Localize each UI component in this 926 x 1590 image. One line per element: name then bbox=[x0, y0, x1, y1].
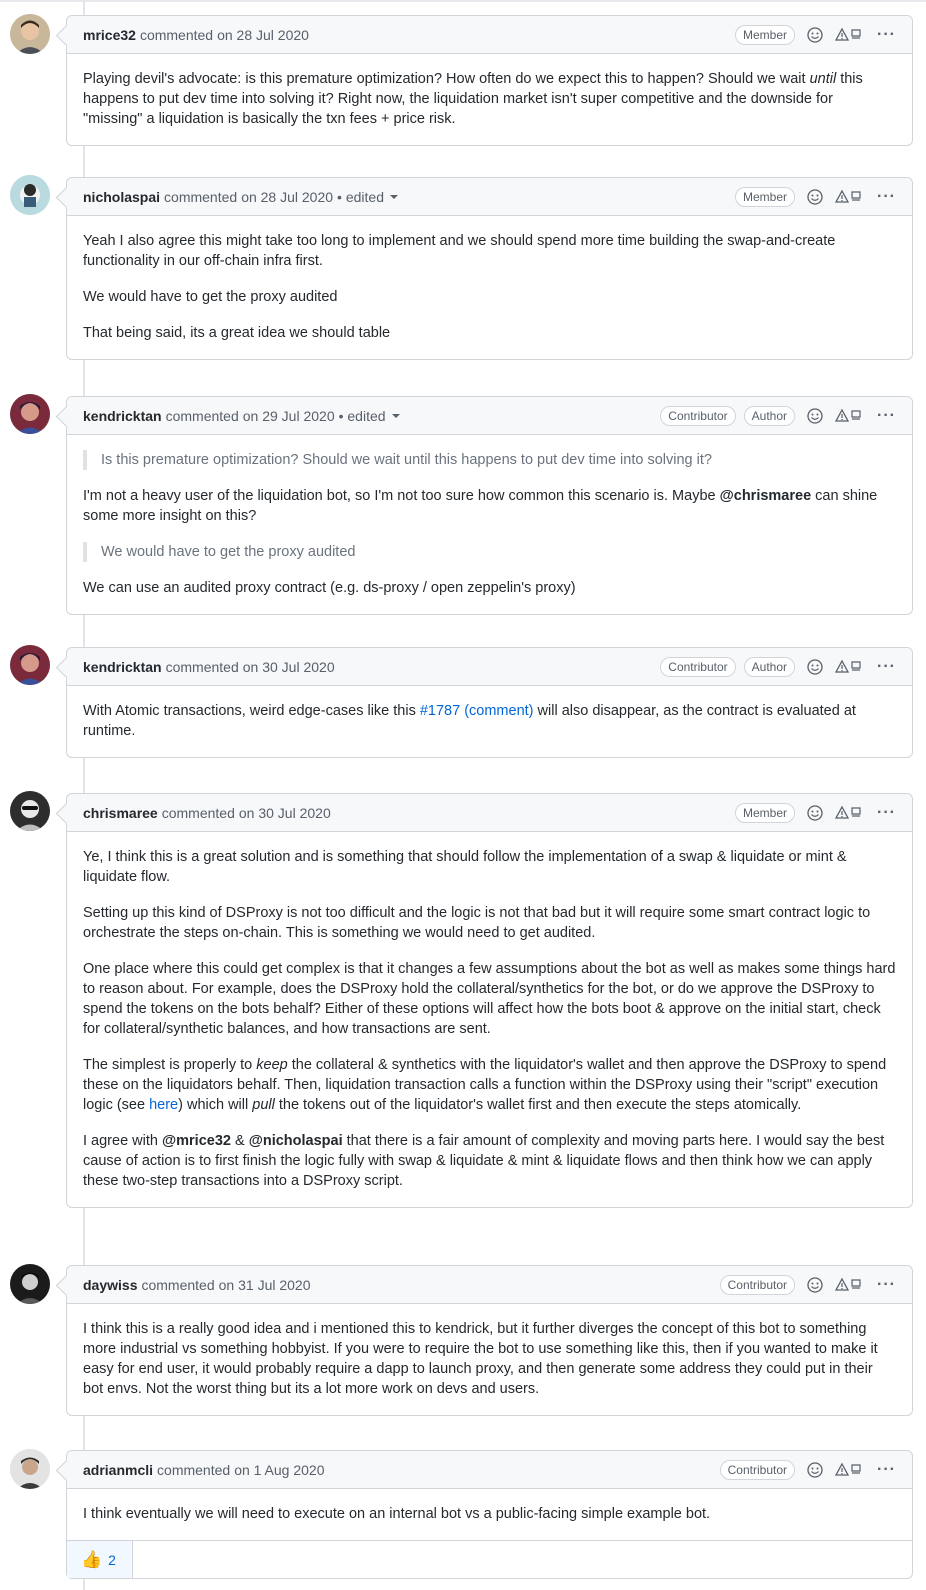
emphasis: until bbox=[809, 71, 837, 87]
role-badge: Member bbox=[735, 25, 795, 45]
avatar[interactable] bbox=[10, 14, 50, 54]
emphasis: pull bbox=[252, 1097, 275, 1113]
comment-header bbox=[67, 1451, 912, 1489]
edited-dropdown[interactable]: • edited bbox=[338, 407, 386, 424]
comment-paragraph bbox=[83, 486, 896, 526]
triage-icon[interactable] bbox=[835, 1462, 863, 1478]
text: & bbox=[230, 1133, 249, 1149]
comment bbox=[66, 793, 913, 1208]
role-badge: Member bbox=[735, 803, 795, 823]
comment-paragraph: That being said, its a great idea we should table bbox=[83, 325, 391, 341]
comment-author[interactable]: mrice32 bbox=[83, 26, 136, 43]
comment-verb: commented bbox=[164, 188, 238, 205]
kebab-icon[interactable]: ··· bbox=[877, 657, 896, 675]
comment-paragraph bbox=[83, 1055, 896, 1115]
comment-author[interactable]: nicholaspai bbox=[83, 188, 161, 205]
comment-header bbox=[67, 178, 912, 216]
comment-body bbox=[67, 435, 912, 614]
kebab-icon[interactable]: ··· bbox=[877, 1275, 896, 1293]
comment-author[interactable]: kendricktan bbox=[83, 658, 162, 675]
comment-date[interactable]: on 28 Jul 2020 bbox=[217, 26, 309, 43]
comment-paragraph bbox=[83, 1131, 896, 1191]
triage-icon[interactable] bbox=[835, 408, 863, 424]
text: the tokens out of the liquidator's wallet first and then execute the steps atomically. bbox=[274, 1097, 802, 1113]
kebab-icon[interactable]: ··· bbox=[877, 803, 896, 821]
text: I'm not a heavy user of the liquidation bot, so I'm not too sure how common this scenario is. Maybe bbox=[83, 488, 720, 504]
comment-date[interactable]: on 1 Aug 2020 bbox=[234, 1461, 325, 1478]
text: ) which will bbox=[178, 1097, 253, 1113]
comment-verb: commented bbox=[165, 658, 239, 675]
triage-icon[interactable] bbox=[835, 659, 863, 675]
text: that there is a fair amount of complexity and moving parts here. I would say the best cause of action is to first finish the logic fully with swap & liquidate & mint & liquidate flows and then think how we can apply these two-step transactions into a DSProxy script. bbox=[83, 1133, 885, 1189]
comment-header bbox=[67, 16, 912, 54]
emphasis: keep bbox=[256, 1057, 288, 1073]
comment bbox=[66, 177, 913, 360]
comment-header bbox=[67, 1266, 912, 1304]
avatar[interactable] bbox=[10, 791, 50, 831]
comment bbox=[66, 15, 913, 146]
comment-paragraph: We would have to get the proxy audited bbox=[83, 289, 338, 305]
blockquote: Is this premature optimization? Should we wait until this happens to put dev time into solving it? bbox=[83, 450, 896, 470]
top-divider bbox=[0, 0, 926, 2]
comment bbox=[66, 1265, 913, 1416]
comment-paragraph: I think eventually we will need to execute on an internal bot vs a public-facing simple example bot. bbox=[83, 1506, 711, 1522]
here-link[interactable]: here bbox=[149, 1097, 179, 1113]
comment-author[interactable]: daywiss bbox=[83, 1276, 138, 1293]
comment-paragraph: I think this is a really good idea and i mentioned this to kendrick, but it further diverges the concept of this bot to something more industrial vs something hobbyist. If you were to require the bot to use something like this, then if you wanted to make it easy for end user, it would probably require a dapp to launch proxy, and then generate some address they could put in their bot envs. Not the worst thing but its a lot more work on devs and users. bbox=[83, 1321, 878, 1397]
comment-paragraph: Playing devil's advocate: is this premature optimization? How often do we expect this to happen? Should we wait until this happens to put dev time into solving it? Right now, the liquidation market isn't super competitive and the downside for "missing" a liquidation is basically the txn fees + price risk. bbox=[83, 71, 863, 127]
avatar[interactable] bbox=[10, 1264, 50, 1304]
avatar[interactable] bbox=[10, 645, 50, 685]
comment-author[interactable]: adrianmcli bbox=[83, 1461, 154, 1478]
smiley-icon[interactable] bbox=[807, 189, 823, 205]
comment-paragraph: Ye, I think this is a great solution and is something that should follow the implementation of a swap & liquidate or mint & liquidate flow. bbox=[83, 849, 847, 885]
user-mention[interactable]: @chrismaree bbox=[719, 488, 812, 504]
edited-dropdown[interactable]: • edited bbox=[337, 188, 384, 205]
blockquote: We would have to get the proxy audited bbox=[83, 542, 896, 562]
text: With Atomic transactions, weird edge-cases like this bbox=[83, 703, 420, 719]
comment bbox=[66, 647, 913, 758]
role-badge: Contributor bbox=[720, 1275, 795, 1295]
text: will also disappear, as the contract is evaluated at runtime. bbox=[83, 703, 856, 739]
reactions-bar bbox=[67, 1540, 912, 1578]
role-badge: Author bbox=[744, 406, 795, 426]
smiley-icon[interactable] bbox=[807, 805, 823, 821]
comment-paragraph: One place where this could get complex is that it changes a few assumptions about the bot as well as makes some things hard to reason about. For example, does the DSProxy hold the collateral/synthetics for the bot, or do we approve the DSProxy to spend the tokens on the bots behalf? Either of these options will affect how the bots boot & approve on the initial start, check for collateral/synthetic balances, and how transactions are sent. bbox=[83, 961, 896, 1037]
comment-author[interactable]: chrismaree bbox=[83, 804, 158, 821]
comment-header bbox=[67, 794, 912, 832]
comment-paragraph: We can use an audited proxy contract (e.g. ds-proxy / open zeppelin's proxy) bbox=[83, 580, 576, 596]
triage-icon[interactable] bbox=[835, 805, 863, 821]
chevron-down-icon[interactable] bbox=[392, 414, 400, 418]
reaction-count: 2 bbox=[108, 1551, 116, 1568]
kebab-icon[interactable]: ··· bbox=[877, 406, 896, 424]
kebab-icon[interactable]: ··· bbox=[877, 25, 896, 43]
comment-paragraph: Setting up this kind of DSProxy is not too difficult and the logic is not that bad but it will require some smart contract logic to orchestrate the steps on-chain. This is something we would need to get audited. bbox=[83, 905, 871, 941]
comment-verb: commented bbox=[141, 1276, 215, 1293]
avatar[interactable] bbox=[10, 175, 50, 215]
text: the collateral & synthetics with the liquidator's wallet and then approve the DSProxy to spend these on the liquidators behalf. Then, liquidation transaction calls a function within the DSProxy using their "script" execution logic (see bbox=[83, 1057, 887, 1113]
smiley-icon[interactable] bbox=[807, 27, 823, 43]
role-badge: Contributor bbox=[660, 406, 735, 426]
comment bbox=[66, 1450, 913, 1579]
smiley-icon[interactable] bbox=[807, 408, 823, 424]
comment-body bbox=[67, 1304, 912, 1415]
user-mention[interactable]: @nicholaspai bbox=[248, 1133, 343, 1149]
comment-verb: commented bbox=[161, 804, 235, 821]
comment-verb: commented bbox=[139, 26, 214, 43]
comment-date[interactable]: on 29 Jul 2020 bbox=[242, 407, 335, 424]
role-badge: Contributor bbox=[660, 657, 735, 677]
comment-body bbox=[67, 1489, 912, 1540]
kebab-icon[interactable]: ··· bbox=[877, 1460, 896, 1478]
comment-date[interactable]: on 30 Jul 2020 bbox=[238, 804, 331, 821]
text: The simplest is properly to bbox=[83, 1057, 257, 1073]
role-badge: Member bbox=[735, 187, 795, 207]
comment-date[interactable]: on 31 Jul 2020 bbox=[218, 1276, 311, 1293]
smiley-icon[interactable] bbox=[807, 659, 823, 675]
text: can shine some more insight on this? bbox=[83, 488, 878, 524]
avatar[interactable] bbox=[10, 394, 50, 434]
thumbs-up-icon: 👍 bbox=[81, 1549, 103, 1569]
comment-author[interactable]: kendricktan bbox=[83, 407, 162, 424]
smiley-icon[interactable] bbox=[807, 1462, 823, 1478]
comment-date[interactable]: on 28 Jul 2020 bbox=[241, 188, 334, 205]
comment-header bbox=[67, 648, 912, 686]
comment bbox=[66, 396, 913, 615]
comment-body bbox=[67, 216, 912, 359]
chevron-down-icon[interactable] bbox=[390, 195, 398, 199]
comment-paragraph bbox=[83, 701, 896, 741]
comment-paragraph: Yeah I also agree this might take too long to implement and we should spend more time building the swap-and-create functionality in our off-chain infra first. bbox=[83, 233, 836, 269]
issue-link[interactable]: #1787 (comment) bbox=[419, 703, 534, 719]
text: I agree with bbox=[83, 1133, 162, 1149]
comment-header bbox=[67, 397, 912, 435]
triage-icon[interactable] bbox=[835, 189, 863, 205]
thumbs-up-reaction-button[interactable] bbox=[67, 1541, 133, 1578]
avatar[interactable] bbox=[10, 1449, 50, 1489]
comment-verb: commented bbox=[165, 407, 239, 424]
user-mention[interactable]: @mrice32 bbox=[162, 1133, 231, 1149]
smiley-icon[interactable] bbox=[807, 1277, 823, 1293]
role-badge: Contributor bbox=[720, 1460, 795, 1480]
triage-icon[interactable] bbox=[835, 1277, 863, 1293]
triage-icon[interactable] bbox=[835, 27, 863, 43]
comment-date[interactable]: on 30 Jul 2020 bbox=[242, 658, 335, 675]
kebab-icon[interactable]: ··· bbox=[877, 187, 896, 205]
role-badge: Author bbox=[744, 657, 795, 677]
comment-body bbox=[67, 832, 912, 1207]
comment-body bbox=[67, 54, 912, 145]
comment-body bbox=[67, 686, 912, 757]
comment-verb: commented bbox=[157, 1461, 231, 1478]
